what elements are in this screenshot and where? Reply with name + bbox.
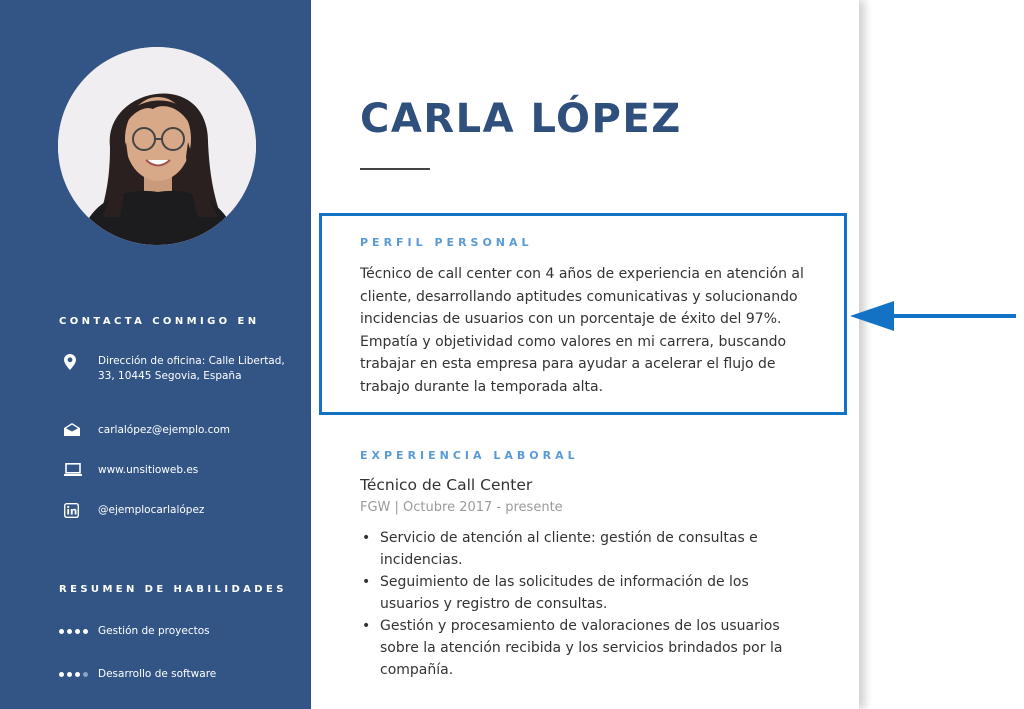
contact-email[interactable]: [59, 423, 289, 438]
contact-address: [59, 354, 289, 384]
skill-level-dots: [59, 629, 98, 634]
skill-item: [59, 668, 216, 680]
linkedin-icon: [59, 503, 98, 518]
list-item: • Gestión y procesamiento de valoraciones de los usuarios sobre la atención recibida y los servicios brindados por la compañía.: [360, 615, 810, 681]
sidebar: [0, 0, 311, 709]
profile-photo: [58, 47, 256, 245]
job-title: Técnico de Call Center: [360, 476, 533, 494]
skill-label: Desarrollo de software: [98, 668, 217, 680]
contact-website-text: www.unsitioweb.es: [98, 464, 199, 476]
skills-heading: RESUMEN DE HABILIDADES: [59, 584, 287, 595]
candidate-name: CARLA LÓPEZ: [360, 96, 682, 142]
laptop-icon: [59, 463, 98, 476]
location-pin-icon: [59, 354, 98, 370]
envelope-icon: [59, 423, 98, 436]
skill-level-dots: [59, 672, 98, 677]
job-meta: FGW | Octubre 2017 - presente: [360, 500, 563, 515]
contact-linkedin[interactable]: [59, 503, 289, 518]
experience-heading: EXPERIENCIA LABORAL: [360, 449, 579, 462]
contact-heading: CONTACTA CONMIGO EN: [59, 316, 260, 327]
personal-profile-heading: PERFIL PERSONAL: [360, 236, 533, 249]
list-item: • Servicio de atención al cliente: gestión de consultas e incidencias.: [360, 527, 810, 571]
personal-profile-text: Técnico de call center con 4 años de experiencia en atención al cliente, desarrollando aptitudes comunicativas y solucionando incidencias de usuarios con un porcentaje de éxito del 97%. Empatía y objetividad como valores en mi carrera, buscando trabajar en esta empresa para ayudar a acelerar el flujo de trabajo durante la temporada alta.: [360, 266, 804, 395]
contact-website[interactable]: [59, 463, 289, 478]
skill-item: [59, 625, 210, 637]
experience-bullets: [360, 527, 810, 681]
list-item: • Seguimiento de las solicitudes de información de los usuarios y registro de consultas.: [360, 571, 810, 615]
pointer-arrow-icon: [848, 299, 1018, 333]
name-divider: [360, 168, 430, 170]
contact-email-text: carlalópez@ejemplo.com: [98, 424, 231, 436]
contact-address-text: Dirección de oficina: Calle Libertad, 33, 10445 Segovia, España: [98, 355, 285, 382]
skill-label: Gestión de proyectos: [98, 625, 210, 637]
contact-linkedin-text: @ejemplocarlalópez: [98, 504, 205, 516]
